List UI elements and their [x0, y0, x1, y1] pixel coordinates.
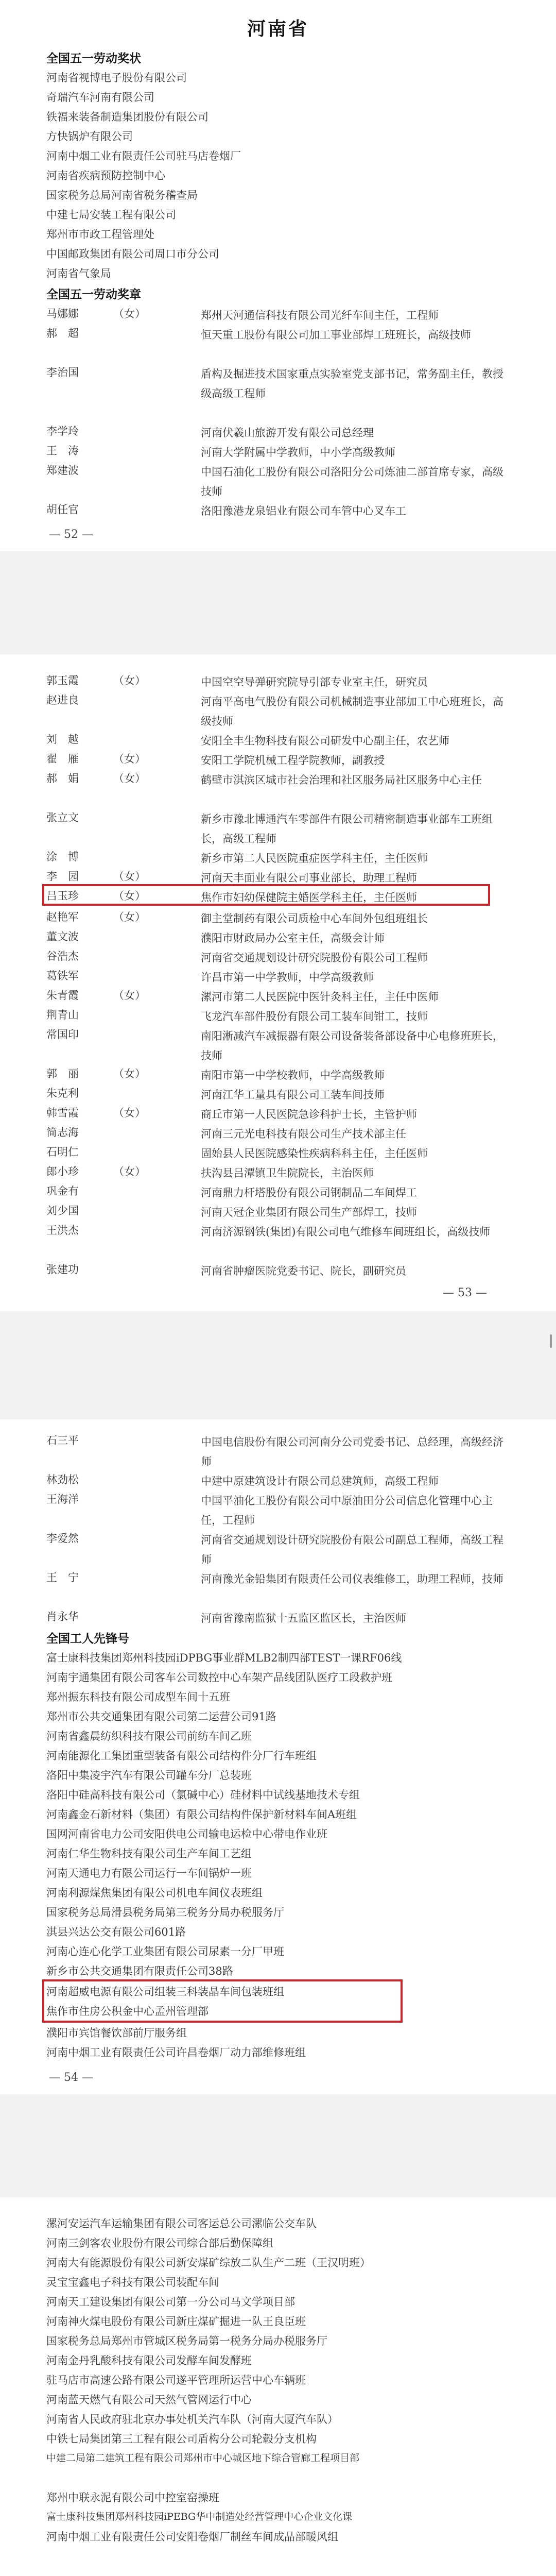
award-org: 河南省视博电子股份有限公司 — [46, 72, 187, 84]
pioneer-org: 淇县兴达公交有限公司601路 — [46, 1926, 186, 1938]
person-desc: 固始县人民医院感染性疾病科科主任，主任医师 — [201, 1147, 428, 1160]
person-desc: 南阳淅减汽车减振器有限公司设备装备部设备中心电修班班长，技师 — [201, 1030, 503, 1062]
award-org: 郑州市市政工程管理处 — [46, 228, 154, 241]
person-desc: 濮阳市财政局办公室主任，高级会计师 — [201, 932, 385, 944]
pioneer-org: 国网河南省电力公司安阳供电公司输电运检中心带电作业班 — [46, 1828, 327, 1840]
person-name: 张建功 — [46, 1263, 79, 1276]
person-name: 石三平 — [46, 1434, 79, 1447]
person-desc: 中国电信股份有限公司河南分公司党委书记、总经理，高级经济师 — [201, 1436, 503, 1468]
person-desc: 安阳全丰生物科技有限公司研发中心副主任，农艺师 — [201, 735, 449, 747]
pioneer-org: 洛阳中硅高科技有限公司（氯碱中心）硅材料中试线基地技术专组 — [46, 1789, 360, 1801]
pioneer-org: 国家税务总局郑州市管城区税务局第一税务分局办税服务厅 — [46, 2335, 327, 2347]
page-gap — [0, 1311, 556, 1419]
person-desc: 新乡市第二人民医院重症医学科主任，主任医师 — [201, 852, 428, 865]
person-desc: 御主堂制药有限公司质检中心车间外包组班组长 — [201, 912, 428, 925]
page-gap — [0, 551, 556, 654]
person-desc: 洛阳豫港龙泉铝业有限公司车管中心叉车工 — [201, 505, 406, 517]
person-desc: 安阳工学院机械工程学院教师，副教授 — [201, 754, 385, 767]
pioneer-org: 郑州振东科技有限公司成型车间十五班 — [46, 1691, 230, 1703]
person-name: 董文波 — [46, 930, 79, 943]
pioneer-org: 河南神火煤电股份有限公司新庄煤矿掘进一队王良臣班 — [46, 2315, 306, 2328]
person-gender: （女） — [113, 674, 146, 687]
person-desc: 南阳市第一中学校教师，中学高级教师 — [201, 1069, 385, 1081]
person-name: 郭玉霞 — [46, 674, 79, 687]
person-desc: 河南伏羲山旅游开发有限公司总经理 — [201, 427, 374, 439]
page-number: — 53 — — [443, 1286, 487, 1299]
person-gender: （女） — [113, 772, 146, 785]
person-name: 赵进良 — [46, 694, 79, 706]
person-name: 朱青霞 — [46, 989, 79, 1002]
person-desc: 河南三元光电科技有限公司生产技术部主任 — [201, 1128, 406, 1140]
person-desc: 恒天重工股份有限公司加工事业部焊工班班长，高级技师 — [201, 329, 471, 341]
pioneer-org: 河南心连心化学工业集团有限公司尿素一分厂甲班 — [46, 1945, 284, 1958]
person-desc: 飞龙汽车部件股份有限公司工装车间钳工，技师 — [201, 1010, 428, 1023]
person-desc: 盾构及掘进技术国家重点实验室党支部书记，常务副主任，教授级高级工程师 — [201, 368, 503, 400]
page-title: 河南省 — [247, 18, 309, 40]
pioneer-org: 河南中烟工业有限责任公司安阳卷烟厂制丝车间成品部暖风组 — [46, 2531, 338, 2543]
person-name: 葛铁军 — [46, 970, 79, 982]
person-desc: 许昌市第一中学教师，中学高级教师 — [201, 971, 374, 984]
pioneer-org: 灵宝宝鑫电子科技有限公司装配车间 — [46, 2276, 219, 2289]
person-name: 郑建波 — [46, 464, 79, 477]
person-desc: 河南鼎力杆塔股份有限公司钢制品二车间焊工 — [201, 1187, 417, 1199]
person-desc: 扶沟县吕潭镇卫生院院长，主治医师 — [201, 1167, 374, 1179]
pioneer-org: 河南天工建设集团有限公司第一分公司马文学项目部 — [46, 2296, 295, 2308]
person-gender: （女） — [113, 870, 146, 883]
person-name: 荆青山 — [46, 1009, 79, 1021]
page-number: — 52 — — [49, 528, 93, 541]
person-name: 石明仁 — [46, 1146, 79, 1158]
pioneer-org: 中铁七局集团第三工程有限公司盾构分公司轮毂分支机构 — [46, 2433, 317, 2445]
pioneer-org: 河南鑫金石新材料（集团）有限公司结构件保护新材料车间A班组 — [46, 1808, 357, 1821]
person-name: 吕玉珍 — [46, 890, 79, 902]
person-desc: 河南省交通规划设计研究院股份有限公司副总工程师，高级工程师 — [201, 1534, 503, 1566]
pioneer-org: 郑州市公共交通集团有限公司第二运营公司91路 — [46, 1710, 276, 1723]
pioneer-org: 河南省人民政府驻北京办事处机关汽车队（河南大厦汽车队） — [46, 2413, 338, 2426]
pioneer-org: 富士康科技集团郑州科技园iPEBG华中制造处经营管理中心企业文化课 — [46, 2511, 353, 2522]
award-org: 国家税务总局河南省税务稽查局 — [46, 189, 198, 201]
person-name: 刘少国 — [46, 1205, 79, 1217]
person-name: 谷浩杰 — [46, 950, 79, 962]
award-org: 奇瑞汽车河南有限公司 — [46, 91, 154, 104]
person-name: 赵艳军 — [46, 911, 79, 923]
award-org: 河南省气象局 — [46, 267, 111, 280]
person-gender: （女） — [113, 1067, 146, 1080]
pioneer-org: 河南中烟工业有限责任公司许昌卷烟厂动力部维修班组 — [46, 2046, 306, 2059]
person-name: 郝 娟 — [46, 772, 79, 785]
pioneer-org: 漯河安运汽车运输集团有限公司客运总公司漯临公交车队 — [46, 2217, 317, 2230]
person-name: 翟 雁 — [46, 753, 79, 765]
pioneer-org: 河南天通电力有限公司运行一车间锅炉一班 — [46, 1867, 252, 1879]
person-desc: 河南天丰面业有限公司事业部长，助理工程师 — [201, 872, 417, 884]
person-gender: （女） — [113, 1165, 146, 1178]
pioneer-org: 郑州中联永泥有限公司中控室窑操班 — [46, 2492, 219, 2504]
section-heading-wuyi-jiangzhang: 全国五一劳动奖章 — [46, 288, 141, 301]
person-desc: 中国平油化工股份有限公司中原油田分公司信息化管理中心主任，工程师 — [201, 1495, 493, 1527]
pioneer-org-highlighted: 河南超威电源有限公司组装三科装晶车间包装班组 — [46, 1986, 284, 1998]
pioneer-org: 驻马店市高速公路有限公司遂平管理所运营中心车辆班 — [46, 2374, 306, 2386]
person-desc: 河南省肿瘤医院党委书记、院长，副研究员 — [201, 1265, 406, 1277]
pioneer-org: 河南仁华生物科技有限公司生产车间工艺组 — [46, 1848, 252, 1860]
page-gap — [0, 2094, 556, 2197]
person-desc: 河南豫光金铅集团有限责任公司仪表维修工，助理工程师，技师 — [201, 1573, 503, 1585]
pioneer-org: 河南大有能源股份有限公司新安煤矿综放二队生产二班（王汉明班） — [46, 2257, 371, 2269]
award-org: 中国邮政集团有限公司周口市分公司 — [46, 248, 219, 260]
person-desc: 鹤壁市淇滨区城市社会治理和社区服务局社区服务中心主任 — [201, 774, 482, 786]
pioneer-org: 河南蓝天燃气有限公司天然气管网运行中心 — [46, 2394, 252, 2406]
pioneer-org: 河南能源化工集团重型装备有限公司结构件分厂行车班组 — [46, 1750, 317, 1762]
section-heading-wuyi-jiangzhuang: 全国五一劳动奖状 — [46, 52, 141, 65]
person-desc: 焦作市妇幼保健院主婚医学科主任，主任医师 — [201, 891, 417, 904]
pioneer-org: 新乡市公共交通集团有限责任公司38路 — [46, 1965, 233, 1977]
person-name: 肖永华 — [46, 1611, 79, 1623]
scrollbar-thumb[interactable] — [550, 1334, 552, 1348]
person-name: 简志海 — [46, 1126, 79, 1139]
person-desc: 中国石油化工股份有限公司洛阳分公司炼油二部首席专家，高级技师 — [201, 466, 503, 498]
pioneer-org: 中建二局第二建筑工程有限公司郑州市中心城区地下综合管廊工程项目部 — [46, 2452, 360, 2464]
person-gender: （女） — [113, 1107, 146, 1119]
pioneer-org-highlighted: 焦作市住房公积金中心孟州管理部 — [46, 2005, 208, 2018]
pioneer-org: 濮阳市宾馆餐饮部前厅服务组 — [46, 2027, 187, 2039]
person-gender: （女） — [113, 989, 146, 1002]
person-name: 王 宁 — [46, 1571, 79, 1584]
pioneer-org: 河南利源煤焦集团有限公司机电车间仪表班组 — [46, 1887, 263, 1899]
person-desc: 中国空空导弹研究院导引部专业室主任，研究员 — [201, 676, 428, 688]
person-name: 郝 超 — [46, 327, 79, 340]
person-desc: 中建中原建筑设计有限公司总建筑师，高级工程师 — [201, 1475, 439, 1487]
person-name: 李学玲 — [46, 425, 79, 437]
person-name: 王海洋 — [46, 1493, 79, 1505]
award-org: 中建七局安装工程有限公司 — [46, 209, 176, 221]
person-desc: 漯河市第二人民医院中医针灸科主任，主任中医师 — [201, 991, 439, 1003]
person-name: 郎小珍 — [46, 1165, 79, 1178]
person-desc: 河南济源钢铁(集团)有限公司电气维修车间班组长，高级技师 — [201, 1226, 491, 1238]
person-gender: （女） — [113, 890, 146, 902]
person-name: 常国印 — [46, 1028, 79, 1041]
pioneer-org: 河南三剑客农业股份有限公司综合部后勤保障组 — [46, 2237, 273, 2249]
pioneer-org: 河南省鑫晨纺织科技有限公司前纺车间乙班 — [46, 1730, 252, 1742]
pioneer-org: 河南金丹乳酸科技有限公司发酵车间发酵班 — [46, 2354, 252, 2367]
person-desc: 河南大学附属中学教师，中小学高级教师 — [201, 446, 395, 459]
pioneer-org: 国家税务总局滑县税务局第三税务分局办税服务厅 — [46, 1906, 284, 1919]
person-name: 李治国 — [46, 366, 79, 379]
award-org: 铁福来装备制造集团股份有限公司 — [46, 111, 208, 123]
person-name: 朱克利 — [46, 1087, 79, 1099]
pioneer-org: 洛阳中集凌宇汽车有限公司罐车分厂总装班 — [46, 1769, 252, 1782]
person-name: 胡任官 — [46, 503, 79, 516]
person-desc: 河南省豫南监狱十五监区监区长，主治医师 — [201, 1612, 406, 1624]
person-name: 郭 丽 — [46, 1067, 79, 1080]
person-desc: 新乡市豫北博通汽车零部件有限公司精密制造事业部车工班组长，高级工程师 — [201, 813, 493, 845]
award-org: 河南中烟工业有限责任公司驻马店卷烟厂 — [46, 150, 241, 162]
pioneer-org: 富士康科技集团郑州科技园iDPBG事业群MLB2制四部TEST一课RF06线 — [46, 1652, 402, 1664]
award-org: 河南省疾病预防控制中心 — [46, 170, 165, 182]
person-name: 巩金有 — [46, 1185, 79, 1197]
person-name: 马娜娜 — [46, 308, 79, 320]
person-desc: 河南江华工量具有限公司工装车间技师 — [201, 1089, 385, 1101]
person-name: 李 园 — [46, 870, 79, 883]
person-name: 刘 越 — [46, 733, 79, 745]
person-name: 王洪杰 — [46, 1224, 79, 1236]
person-name: 王 涛 — [46, 445, 79, 457]
person-desc: 郑州天河通信科技有限公司光纤车间主任，工程师 — [201, 309, 439, 321]
page-number: — 54 — — [49, 2071, 93, 2084]
pioneer-org: 河南宇通集团有限公司客车公司数控中心车架产品线团队医疗工段救护班 — [46, 1671, 392, 1684]
person-name: 李爱然 — [46, 1532, 79, 1545]
person-gender: （女） — [113, 911, 146, 923]
section-heading-gongren-xianfenghao: 全国工人先锋号 — [46, 1632, 129, 1646]
person-desc: 河南省交通规划设计研究院股份有限公司工程师 — [201, 952, 428, 964]
award-org: 方快锅炉有限公司 — [46, 130, 133, 143]
person-name: 张立文 — [46, 811, 79, 824]
person-gender: （女） — [113, 753, 146, 765]
person-gender: （女） — [113, 308, 146, 320]
person-name: 林劲松 — [46, 1473, 79, 1486]
person-desc: 商丘市第一人民医院急诊科护士长，主管护师 — [201, 1108, 417, 1121]
person-desc: 河南平高电气股份有限公司机械制造事业部加工中心班班长，高级技师 — [201, 696, 503, 727]
person-name: 韩雪霞 — [46, 1107, 79, 1119]
person-name: 涂 博 — [46, 851, 79, 863]
person-desc: 河南天冠企业集团有限公司生产部焊工，技师 — [201, 1206, 417, 1218]
